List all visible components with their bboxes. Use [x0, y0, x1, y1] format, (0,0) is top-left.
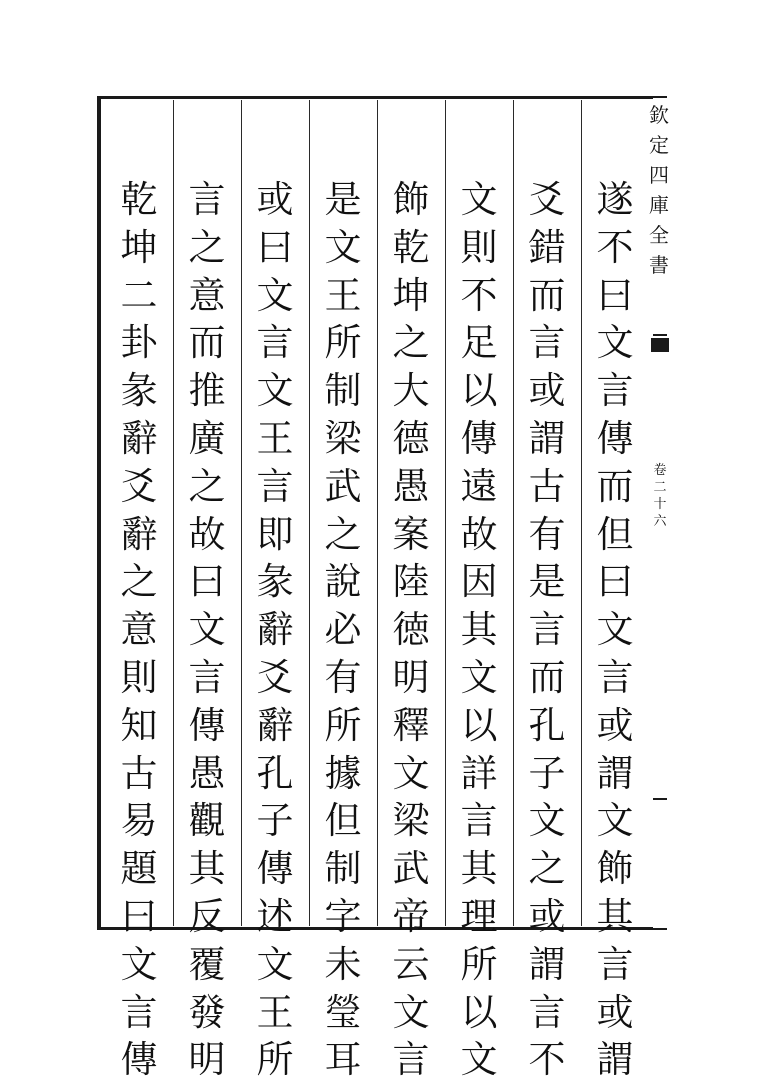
- glyph: 所: [324, 703, 362, 747]
- glyph: 文: [460, 1038, 498, 1082]
- glyph: 所: [324, 321, 362, 365]
- glyph: 傳: [256, 847, 294, 891]
- glyph: 或: [528, 894, 566, 938]
- glyph: 飾: [596, 847, 634, 891]
- glyph: 其: [596, 894, 634, 938]
- glyph: 易: [120, 799, 158, 843]
- glyph: 理: [460, 894, 498, 938]
- glyph: 王: [256, 416, 294, 460]
- glyph: 彖: [256, 560, 294, 604]
- glyph: 文: [596, 608, 634, 652]
- glyph: 帝: [392, 894, 430, 938]
- glyph: 言: [596, 369, 634, 413]
- glyph: 以: [460, 703, 498, 747]
- glyph: 據: [324, 751, 362, 795]
- glyph: 坤: [392, 273, 430, 317]
- glyph: 乾: [120, 178, 158, 221]
- chapter-label: [651, 462, 669, 530]
- glyph: 書: [649, 253, 669, 277]
- glyph: 案: [392, 512, 430, 556]
- glyph: 文: [392, 990, 430, 1034]
- glyph: 武: [324, 464, 362, 508]
- glyph: 發: [188, 990, 226, 1034]
- glyph: 推: [188, 369, 226, 413]
- glyph: 傳: [596, 416, 634, 460]
- glyph: 言: [528, 990, 566, 1034]
- glyph: 謂: [528, 416, 566, 460]
- glyph: 不: [596, 225, 634, 269]
- glyph: 故: [460, 512, 498, 556]
- glyph: 說: [324, 560, 362, 604]
- glyph: 辭: [120, 512, 158, 556]
- glyph: 其: [188, 847, 226, 891]
- margin-rule-top: [653, 96, 667, 98]
- glyph: 反: [188, 894, 226, 938]
- glyph: 文: [256, 273, 294, 317]
- glyph: 必: [324, 608, 362, 652]
- glyph: 則: [460, 225, 498, 269]
- glyph: 傳: [460, 416, 498, 460]
- text-column-4: [385, 176, 437, 1082]
- margin-rule-upper: [653, 334, 667, 336]
- glyph: 廣: [188, 416, 226, 460]
- glyph: 曰: [120, 894, 158, 938]
- glyph: 之: [188, 464, 226, 508]
- glyph: 爻: [528, 178, 566, 221]
- glyph: 制: [324, 847, 362, 891]
- glyph: 故: [188, 512, 226, 556]
- glyph: 或: [528, 369, 566, 413]
- glyph: 錯: [528, 225, 566, 269]
- glyph: 曰: [188, 560, 226, 604]
- glyph: 以: [460, 990, 498, 1034]
- glyph: 釋: [392, 703, 430, 747]
- glyph: 述: [256, 894, 294, 938]
- glyph: 古: [528, 464, 566, 508]
- glyph: 意: [188, 273, 226, 317]
- glyph: 德: [392, 416, 430, 460]
- glyph: 不: [528, 1038, 566, 1082]
- glyph: 或: [256, 178, 294, 221]
- text-column-5: [317, 176, 369, 1082]
- glyph: 言: [460, 799, 498, 843]
- glyph: 四: [649, 163, 669, 187]
- column-rule: [173, 100, 174, 926]
- glyph: 未: [324, 942, 362, 986]
- glyph: 曰: [256, 225, 294, 269]
- glyph: 徳: [392, 608, 430, 652]
- glyph: 之: [324, 512, 362, 556]
- glyph: 耳: [324, 1038, 362, 1082]
- glyph: 即: [256, 512, 294, 556]
- text-column-3: [453, 176, 505, 1082]
- glyph: 王: [256, 990, 294, 1034]
- glyph: 字: [324, 894, 362, 938]
- glyph: 大: [392, 369, 430, 413]
- glyph: 梁: [392, 799, 430, 843]
- glyph: 二: [653, 480, 667, 495]
- glyph: 其: [460, 847, 498, 891]
- text-column-7: [181, 176, 233, 1082]
- glyph: 古: [120, 751, 158, 795]
- glyph: 而: [528, 273, 566, 317]
- glyph: 或: [596, 990, 634, 1034]
- glyph: 曰: [596, 273, 634, 317]
- column-rule: [309, 100, 310, 926]
- glyph: 文: [392, 751, 430, 795]
- margin-rule-lower: [653, 798, 667, 800]
- glyph: 之: [188, 225, 226, 269]
- glyph: 愚: [188, 751, 226, 795]
- column-rule: [377, 100, 378, 926]
- glyph: 而: [528, 655, 566, 699]
- glyph: 言: [256, 321, 294, 365]
- glyph: 文: [528, 799, 566, 843]
- glyph: 全: [649, 223, 669, 247]
- glyph: 言: [120, 990, 158, 1034]
- glyph: 其: [460, 608, 498, 652]
- glyph: 謂: [596, 751, 634, 795]
- glyph: 題: [120, 847, 158, 891]
- glyph: 愚: [392, 464, 430, 508]
- glyph: 文: [596, 321, 634, 365]
- edition-title: [648, 100, 670, 280]
- glyph: 飾: [392, 178, 430, 221]
- glyph: 爻: [120, 464, 158, 508]
- glyph: 武: [392, 847, 430, 891]
- glyph: 文: [120, 942, 158, 986]
- glyph: 子: [528, 751, 566, 795]
- glyph: 因: [460, 560, 498, 604]
- glyph: 文: [324, 225, 362, 269]
- glyph: 梁: [324, 416, 362, 460]
- glyph: 辭: [256, 608, 294, 652]
- glyph: 文: [188, 608, 226, 652]
- glyph: 而: [188, 321, 226, 365]
- glyph: 所: [460, 942, 498, 986]
- glyph: 有: [528, 512, 566, 556]
- glyph: 辭: [120, 416, 158, 460]
- text-column-6: [249, 176, 301, 1082]
- glyph: 六: [653, 514, 667, 529]
- glyph: 乾: [392, 225, 430, 269]
- glyph: 明: [188, 1038, 226, 1082]
- column-rule: [513, 100, 514, 926]
- glyph: 王: [324, 273, 362, 317]
- glyph: 但: [596, 512, 634, 556]
- glyph: 爻: [256, 655, 294, 699]
- glyph: 文: [256, 942, 294, 986]
- glyph: 欽: [649, 103, 669, 127]
- glyph: 言: [596, 942, 634, 986]
- glyph: 言: [392, 1038, 430, 1082]
- glyph: 但: [324, 799, 362, 843]
- glyph: 文: [256, 369, 294, 413]
- glyph: 庫: [649, 193, 669, 217]
- glyph: 是: [324, 178, 362, 221]
- glyph: 十: [653, 497, 667, 512]
- glyph: 言: [528, 321, 566, 365]
- glyph: 文: [460, 178, 498, 221]
- text-column-8: [113, 176, 165, 1082]
- glyph: 曰: [596, 560, 634, 604]
- text-column-1: [589, 176, 641, 1082]
- glyph: 或: [596, 703, 634, 747]
- glyph: 以: [460, 369, 498, 413]
- glyph: 陸: [392, 560, 430, 604]
- glyph: 云: [392, 942, 430, 986]
- glyph: 是: [528, 560, 566, 604]
- glyph: 彖: [120, 369, 158, 413]
- glyph: 則: [120, 655, 158, 699]
- glyph: 謂: [528, 942, 566, 986]
- glyph: 孔: [528, 703, 566, 747]
- glyph: 足: [460, 321, 498, 365]
- glyph: 卷: [653, 463, 667, 478]
- glyph: 言: [528, 608, 566, 652]
- glyph: 觀: [188, 799, 226, 843]
- glyph: 之: [392, 321, 430, 365]
- glyph: 辭: [256, 703, 294, 747]
- glyph: 傳: [188, 703, 226, 747]
- glyph: 瑩: [324, 990, 362, 1034]
- glyph: 言: [256, 464, 294, 508]
- glyph: 之: [120, 560, 158, 604]
- glyph: 明: [392, 655, 430, 699]
- glyph: 言: [596, 655, 634, 699]
- text-column-2: [521, 176, 573, 1082]
- glyph: 不: [460, 273, 498, 317]
- glyph: 言: [188, 178, 226, 221]
- glyph: 遠: [460, 464, 498, 508]
- glyph: 而: [596, 464, 634, 508]
- glyph: 覆: [188, 942, 226, 986]
- glyph: 所: [256, 1038, 294, 1082]
- margin-rule-bottom: [653, 928, 667, 930]
- glyph: 制: [324, 369, 362, 413]
- glyph: 傳: [120, 1038, 158, 1082]
- glyph: 文: [460, 655, 498, 699]
- glyph: 孔: [256, 751, 294, 795]
- glyph: 言: [188, 655, 226, 699]
- glyph: 文: [596, 799, 634, 843]
- column-rule: [581, 100, 582, 926]
- column-rule: [241, 100, 242, 926]
- glyph: 坤: [120, 225, 158, 269]
- glyph: 知: [120, 703, 158, 747]
- fishtail-mark: [651, 338, 669, 352]
- glyph: 二: [120, 273, 158, 317]
- glyph: 之: [528, 847, 566, 891]
- glyph: 意: [120, 608, 158, 652]
- glyph: 子: [256, 799, 294, 843]
- glyph: 謂: [596, 1038, 634, 1082]
- glyph: 詳: [460, 751, 498, 795]
- glyph: 卦: [120, 321, 158, 365]
- glyph: 遂: [596, 178, 634, 221]
- glyph: 定: [649, 133, 669, 157]
- column-rule: [445, 100, 446, 926]
- glyph: 有: [324, 655, 362, 699]
